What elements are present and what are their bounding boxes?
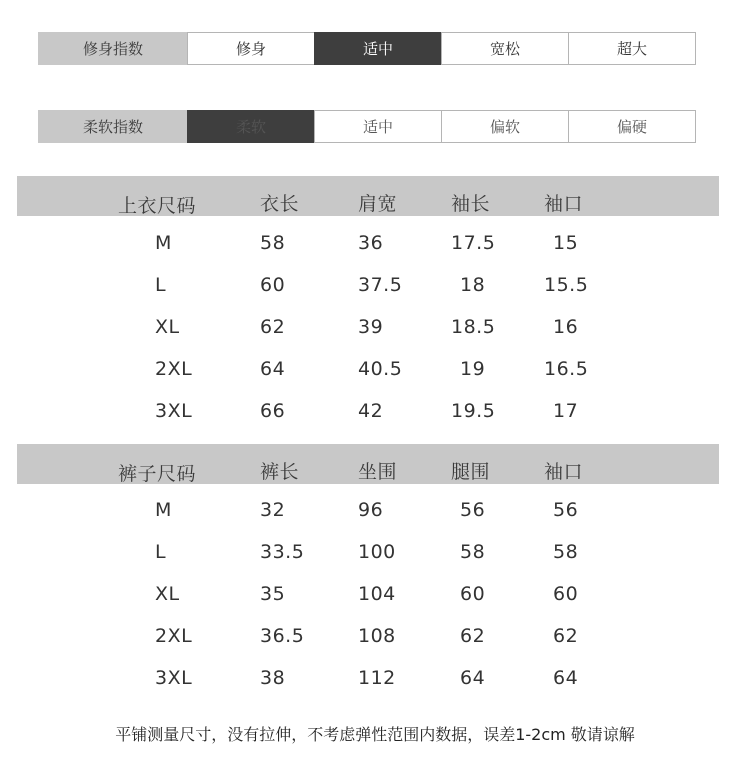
fit-option-loose: 宽松 — [441, 32, 569, 65]
pants-header-size: 裤子尺码 — [118, 463, 197, 485]
fit-option-regular: 适中 — [314, 32, 442, 65]
top-header-sleeve: 袖长 — [451, 193, 491, 215]
softness-index-label: 柔软指数 — [38, 110, 188, 143]
pants-header-hip: 坐围 — [358, 461, 398, 483]
pants-header-length: 裤长 — [260, 461, 300, 483]
top-header-shoulder: 肩宽 — [358, 193, 398, 215]
top-header-cuff: 袖口 — [544, 193, 584, 215]
top-header-size: 上衣尺码 — [118, 195, 197, 217]
fit-index-row — [38, 32, 696, 65]
fit-index-label: 修身指数 — [38, 32, 188, 65]
softness-option-medium: 适中 — [314, 110, 442, 143]
top-header-length: 衣长 — [260, 193, 300, 215]
measurement-note: 平铺测量尺寸，没有拉伸，不考虑弹性范围内数据，误差1-2cm 敬请谅解 — [115, 725, 635, 744]
pants-header-thigh: 腿围 — [451, 461, 491, 483]
softness-option-soft: 柔软 — [187, 110, 315, 143]
softness-option-slightly-hard: 偏硬 — [568, 110, 696, 143]
pants-header-cuff: 袖口 — [544, 461, 584, 483]
softness-option-slightly-soft: 偏软 — [441, 110, 569, 143]
softness-index-row — [38, 110, 696, 143]
fit-option-slim: 修身 — [187, 32, 315, 65]
fit-option-oversize: 超大 — [568, 32, 696, 65]
